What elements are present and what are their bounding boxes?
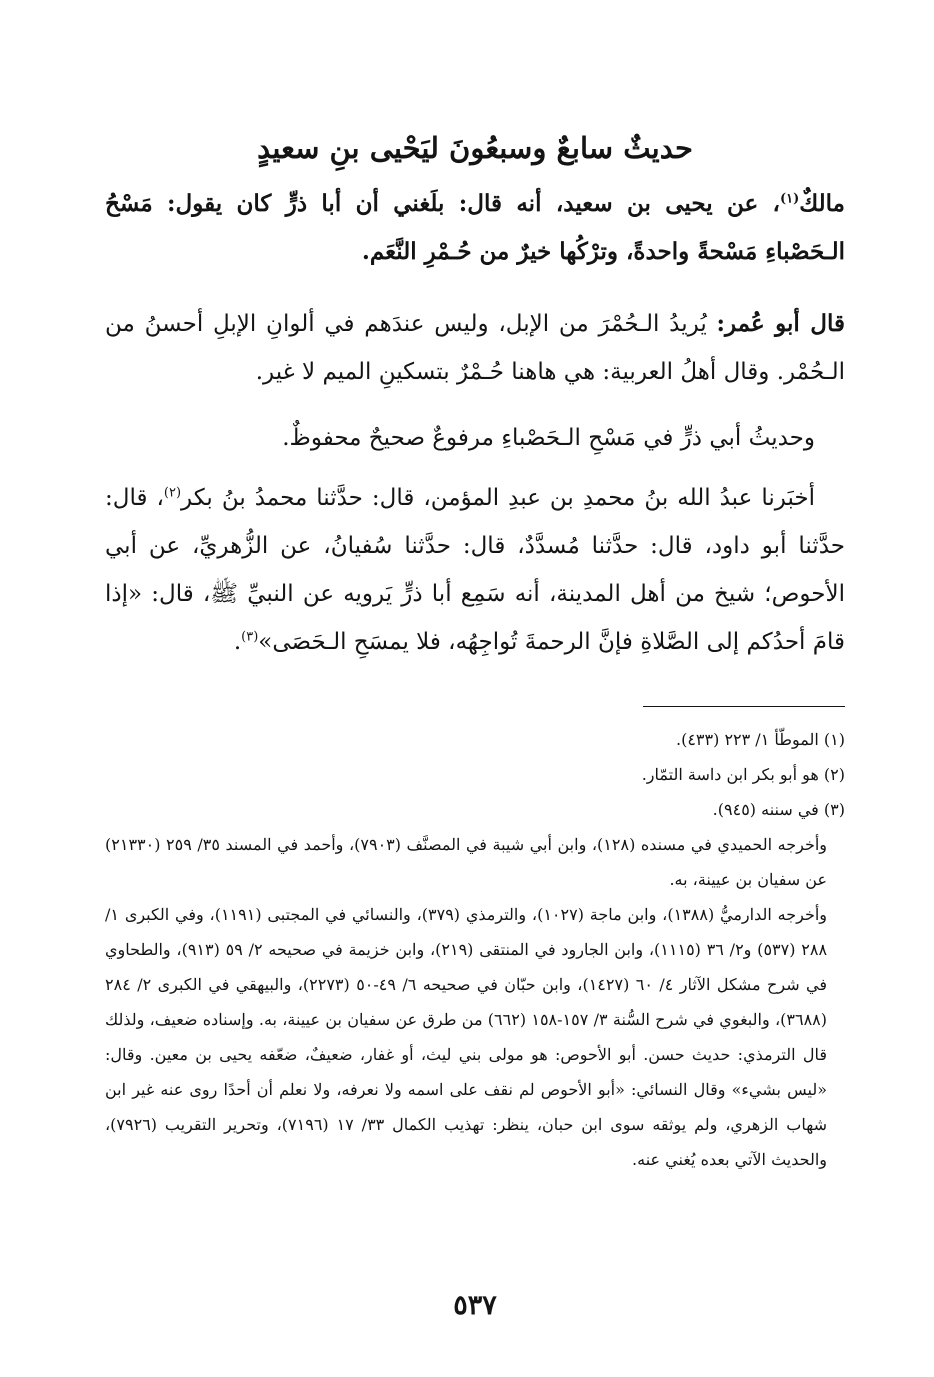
isnad-paragraph	[105, 474, 845, 666]
footnote-ref-3[interactable]: (٣)	[241, 629, 259, 645]
footnote-2: (٢) هو أبو بكر ابن داسة التمّار.	[641, 765, 845, 784]
page-number: ٥٣٧	[453, 1290, 497, 1321]
footnote-3: (٣) في سننه (٩٤٥).	[712, 800, 845, 819]
narrator-name: مالكٌ	[799, 190, 845, 217]
footnote-ref-1[interactable]: (١)	[779, 191, 800, 207]
page	[105, 0, 845, 1377]
commentary-paragraph	[105, 300, 845, 396]
footnote-1: (١) الموطّأ ١/ ٢٢٣ (٤٣٣).	[676, 730, 845, 749]
footnotes	[105, 722, 845, 1177]
footnote-3-sources-b: وأخرجه الدارميُّ (١٣٨٨)، وابن ماجة (١٠٢٧)، والترمذي (٣٧٩)، والنسائي في المجتبى (١١٩١)، وفي الكبرى ١/ ٢٨٨ (٥٣٧) و٢/ ٣٦ (١١١٥)، وابن الجارود في المنتقى (٢١٩)، وابن خزيمة في صحيحه ٢/ ٥٩ (٩١٣)، والطحاوي في شرح مشكل الآثار ٤/ ٦٠ (١٤٢٧)، وابن حبّان في صحيحه ٦/ ٤٩-٥٠ (٢٢٧٣)، والبيهقي في الكبرى ٢/ ٢٨٤ (٣٦٨٨)، والبغوي في شرح السُّنة ٣/ ١٥٧-١٥٨ (٦٦٢) من طرق عن سفيان بن عيينة، به. وإسناده ضعيف، ولذلك قال الترمذي: حديث حسن. أبو الأحوص: هو مولى بني ليث، أو غفار، ضعيفٌ، ضعّفه يحيى بن معين. وقال: «ليس بشيء» وقال النسائي: «أبو الأحوص لم نقف على اسمه ولا نعرفه، ولا نعلم أن أحدًا روى عنه غير ابن شهاب الزهري، ولم يوثقه سوى ابن حبان، ينظر: تهذيب الكمال ٣٣/ ١٧ (٧١٩٦)، وتحرير التقريب (٧٩٢٦)، والحديث الآتي بعده يُغني عنه.	[105, 905, 828, 1169]
isnad-part-1: أخبَرنا عبدُ الله بنُ محمدِ بن عبدِ المؤمن، قال: حدَّثنا محمدُ بنُ بكر	[181, 485, 815, 511]
hadith-text: ، عن يحيى بن سعيد، أنه قال: بلَغني أن أبا ذرٍّ كان يقول: مَسْحُ الـحَصْباءِ مَسْحةً واحدةً، وترْكُها خيرٌ من حُـمْرِ النَّعَم.	[105, 190, 845, 265]
commentary-text: يُريدُ الـحُمْرَ من الإبل، وليس عندَهم في ألوانِ الإبلِ أحسنُ من الـحُمْر. وقال أهلُ العربية: هي هاهنا حُـمْرٌ بتسكينِ الميم لا غير.	[105, 311, 845, 385]
ruling-paragraph: وحديثُ أبي ذرٍّ في مَسْحِ الـحَصْباءِ مرفوعٌ صحيحٌ محفوظٌ.	[282, 425, 815, 451]
footnote-ref-2[interactable]: (٢)	[163, 485, 182, 501]
isnad-end: .	[233, 629, 242, 655]
footnote-3-sources-a: وأخرجه الحميدي في مسنده (١٢٨)، وابن أبي شيبة في المصنَّف (٧٩٠٣)، وأحمد في المسند ٣٥/ ٢٥٩ (٢١٣٣٠) عن سفيان بن عيينة، به.	[105, 835, 827, 889]
hadith-heading: حديثٌ سابعٌ وسبعُونَ ليَحْيى بنِ سعيدٍ	[257, 131, 693, 166]
footnote-separator	[643, 706, 845, 707]
isnad-part-2: ، قال: حدَّثنا أبو داود، قال: حدَّثنا مُسدَّدٌ، قال: حدَّثنا سُفيانُ، عن الزُّهريِّ، عن أبي الأحوص؛ شيخ من أهل المدينة، أنه سَمِع أبا ذرٍّ يَرويه عن النبيِّ ﷺ، قال: «إذا قامَ أحدُكم إلى الصَّلاةِ فإنَّ الرحمةَ تُواجِهُه، فلا يمسَحِ الـحَصَى»	[105, 485, 845, 655]
hadith-text-paragraph	[105, 180, 845, 276]
commentary-lead: قال أبو عُمر:	[716, 310, 845, 337]
